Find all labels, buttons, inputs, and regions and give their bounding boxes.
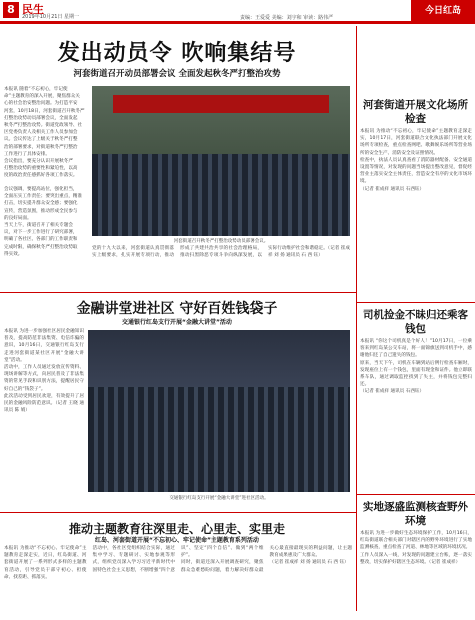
photo-caption-2: 交通银行红岛支行开展“金融大讲堂”进社区活动。 — [169, 496, 269, 501]
divider-2 — [0, 512, 356, 513]
side1-text: 本报讯 为推动“不忘初心，牢记使命”主题教育走深走实，10月17日，河套街道联合文化执法部门开展文化场所专项检查，重点检查网吧、歌舞娱乐场所等营业场所的安全生产、消防安全及证照情况。 检查中，执法人员认真查看了消防器材配备、安全通道设置等情况，对发现的问题当场提出整改意见，督促经营业主落实安全主体责任，营造安全有序的文化市场环境。 （记者 崔成祥 通讯员 石西钰） — [360, 129, 472, 192]
side3-headline: 实地逐盛监测核查野外环境 — [363, 501, 468, 527]
divider-1 — [0, 292, 356, 293]
divider-side-1 — [357, 302, 475, 303]
header-rule — [0, 22, 475, 24]
finance-event-photo — [88, 330, 350, 492]
subhead-finance: 交通银行红岛支行开展“金融大讲堂”活动 — [122, 319, 232, 326]
headline-main: 发出动员令 吹响集结号 — [57, 40, 297, 66]
side3-text: 本报讯 为进一步做好生态环境保护工作，10月16日，红岛街道联合相关部门对辖区内的野外环境进行了实地监测核查，重点检查了河道、林地等区域的环境状况。 工作人员深入一线，对发现的问题建立台账，逐一落实整改，切实保护好辖区生态环境。（记者 崔成祥） — [360, 531, 472, 565]
article1-column-1b: 会议强调，要提高站位，强化担当， 全面压实工作责任；要突出重点，精准 打击，切实提升群众安全感；要强化 宣传，营造氛围，推动形成全民参与 的良好局面。 当天上午，街道召开了相关专题会 议，对下一步工作进行了研究部署， 明确了各社区、各部门的工作职责和 完成时限，确保秋冬严打整治攻势取 得实效。 — [4, 187, 83, 257]
article1-bottom-text: 党的十九大以来，河套街道认真贯彻落实上级要求，扎实开展专项行动，推动形成了共建共治共享的社会治理格局，推动扫黑除恶专项斗争向纵深发展，以实际行动维护社会和谐稳定。（记者 崔成祥 刘 扬 通讯员 石 西 钰） — [92, 246, 350, 259]
photo-audience — [88, 387, 350, 492]
section-title: 民生 — [22, 3, 44, 16]
subhead-education: 红岛、河套街道开展“不忘初心、牢记使命”主题教育系列活动 — [95, 537, 259, 544]
staff-credits: 责编：王爱爱 美编：刘宇和 审读：路伟严 — [240, 15, 334, 21]
side2-text: 本报讯 “你这个司机真是个好人！”10月17日，一位乘客来到红岛某公交车站，将一面锦旗送到司机手中，感谢他归还了自己遗失的钱包。 原来，当天下午，司机在车辆到站后例行检查车厢时，发现座位上有一个钱包，里面有现金和证件。他立即联系车队，通过调取监控找到了失主，并将钱包完整归还。 （记者 崔成祥 通讯员 石西钰） — [360, 339, 472, 395]
page-number: 8 — [3, 2, 19, 18]
photo-caption-1: 河套街道召开秋冬严打整治攻势动员部署会议。 — [173, 239, 269, 244]
issue-date: 2019年10月21日 星期一 — [22, 14, 80, 20]
article1-column-1: 本报讯 随着“不忘初心，牢记使 命”主题教育的深入开展，聚焦群众关 心的社会治安整治问题。为打造平安 河套，10月18日，河套街道召开秋冬严 打整治攻势动员部署会议，全面发起 秋冬严打整治攻势。街道党政领导、社 区党委负责人及相关工作人员参加会 议。会议传达了上级关于秋冬严打整 治的部署要求，对街道秋冬严打整治 工作进行了具体安排。 会议指出，要充分认识开展秋冬严 打整治攻势的重要性和紧迫性，以高 度的政治责任感抓好各项工作落实。 — [4, 87, 85, 179]
article2-text: 本报讯 为进一步加强社区居民金融知识普及，提高防范非法集资、电信诈骗的意识，10月16日，交通银行红岛支行走进河套街道某社区开展“金融大讲堂”活动。 活动中，工作人员通过发放宣传资料、现场讲解等方式，向居民普及了非法集资的常见手段和识别方法，提醒居民守好自己的“钱袋子”。 此次活动受到居民欢迎，有效提升了居民的金融风险防范意识。（记者 王晓 通讯员 陈 娟） — [4, 329, 84, 414]
headline-finance: 金融讲堂进社区 守好百姓钱袋子 — [76, 301, 278, 317]
photo-banner — [113, 95, 330, 113]
subhead-main: 河套街道召开动员部署会议 全面发起秋冬严打整治攻势 — [73, 69, 281, 79]
side1-headline: 河套街道开展文化场所检查 — [363, 99, 468, 125]
article3-text: 本报讯 为推动“不忘初心、牢记使命”主题教育走深走实，近日，红岛街道、河套街道开展了一系列形式多样的主题教育活动，引导党员干部守初心、担使命、找差距、抓落实。 活动中，各社区党组织结合实际，通过集中学习、专题研讨、实地参观等形式，组织党员深入学习习近平新时代中国特色社会主义思想，不断增强“四个意识”、坚定“四个自信”、做到“两个维护”。 同时，街道还深入开展调查研究，聚焦群众急难愁盼问题，着力解决好群众最关心最直接最现实的利益问题，让主题教育成果惠及广大群众。 （记者 崔成祥 刘 扬 通讯员 石 西 钰） — [4, 546, 352, 580]
column-divider — [356, 26, 357, 611]
meeting-photo — [92, 86, 350, 236]
divider-side-2 — [357, 494, 475, 495]
photo-attendees — [92, 154, 350, 237]
headline-education: 推动主题教育往深里走、心里走、实里走 — [68, 522, 285, 536]
newspaper-logo: 今日红岛 — [411, 0, 475, 22]
page-header — [0, 0, 475, 22]
side2-headline: 司机捡金不昧归还乘客钱包 — [363, 309, 468, 335]
